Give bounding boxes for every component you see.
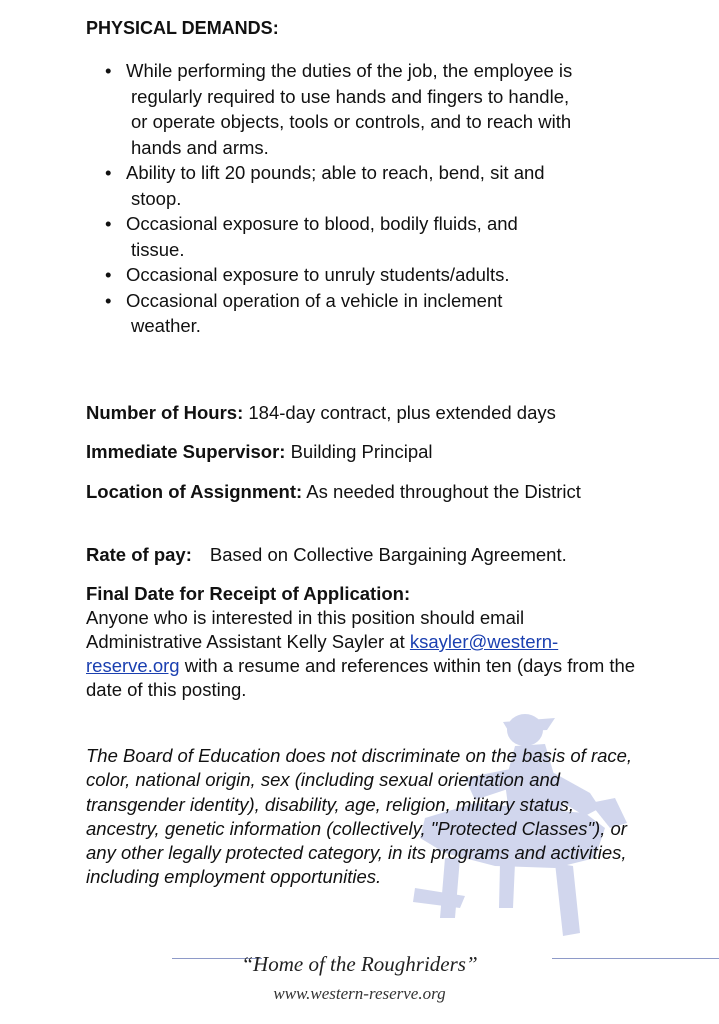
bullet-dot: • [105,162,112,183]
bullet-item [105,288,665,339]
bullet-item [105,262,665,288]
bullet-line: or operate objects, tools or controls, and to reach with [131,111,572,132]
hours-value: 184-day contract, plus extended days [243,402,556,423]
pay-label: Rate of pay: [86,544,192,565]
footer-website: www.western-reserve.org [273,984,446,1003]
bullet-dot: • [105,213,112,234]
pay-value: Based on Collective Bargaining Agreement. [209,544,567,565]
email-link[interactable]: ksayler@western-reserve.org [86,631,559,676]
bullet-line: hands and arms. [131,136,269,158]
location-value: As needed throughout the District [302,481,581,502]
rate-of-pay [86,543,666,567]
bullet-line: stoop. [131,187,182,209]
bullet-line: While performing the duties of the job, the employee is [126,60,573,81]
final-date-text-after: with a resume and references within ten (days from the date of this posting. [86,655,636,700]
location-label: Location of Assignment: [86,481,303,502]
footer-motto: “Home of the Roughriders” [241,952,478,976]
nondiscrimination-statement: The Board of Education does not discriminate on the basis of race, color, national origin, sex (including sexual orientation and transgender identity), disability, age, religion, military status, ancestry, genetic information (collectively, "Protected Classes"), or any other legally protected category, in its programs and activities, including employment opportunities. [86,745,633,888]
location-of-assignment [86,480,606,504]
bullet-line: Ability to lift 20 pounds; able to reach, bend, sit and [126,162,545,183]
bullet-line: tissue. [131,238,185,260]
bullet-line: Occasional exposure to blood, bodily fluids, and [126,213,518,234]
final-date-section [86,582,638,702]
bullet-line: weather. [131,315,201,336]
bullet-line: regularly required to use hands and fingers to handle, [131,85,570,107]
physical-demands-list [105,58,665,339]
final-date-text-before: Anyone who is interested in this position should email Administrative Assistant Kelly Sayler at [86,607,525,652]
bullet-dot: • [105,264,112,285]
supervisor-label: Immediate Supervisor: [86,441,286,462]
final-date-label: Final Date for Receipt of Application: [86,583,411,604]
section-heading: PHYSICAL DEMANDS: [86,18,279,38]
supervisor-value: Building Principal [285,441,433,462]
bullet-dot: • [105,289,112,311]
bullet-item [105,211,665,262]
number-of-hours [86,401,666,425]
bullet-item [105,160,665,211]
bullet-line: Occasional exposure to unruly students/adults. [126,264,510,285]
immediate-supervisor [86,440,666,464]
bullet-dot: • [105,60,112,81]
bullet-item [105,58,665,160]
hours-label: Number of Hours: [86,402,244,423]
bullet-line: Occasional operation of a vehicle in inclement [126,289,503,311]
